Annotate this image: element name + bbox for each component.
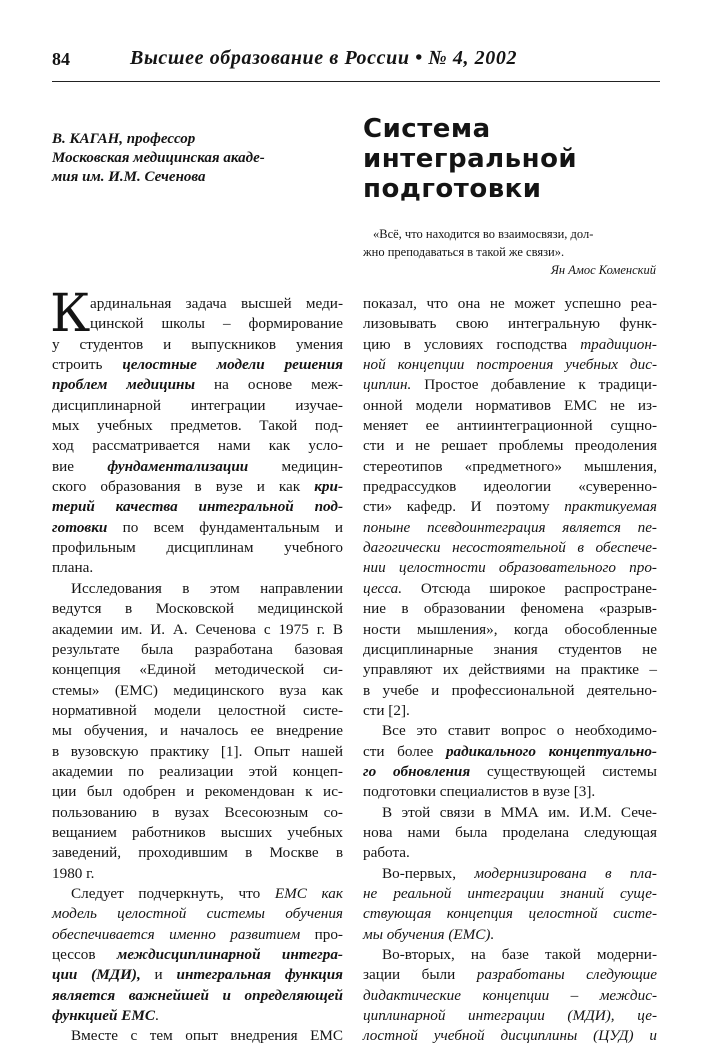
text-run: сти [2]. xyxy=(363,701,410,719)
text-line xyxy=(363,721,657,741)
text-run: мых учебных предметов. Такой под- xyxy=(52,417,343,435)
text-run: концепция «Единой методической си- xyxy=(52,661,343,679)
text-run: Вместе с тем опыт внедрения ЕМС xyxy=(71,1027,343,1045)
emphasis-italic: практикуемая xyxy=(564,498,657,516)
text-run: ции был одобрен и рекомендован к ис- xyxy=(52,783,343,801)
text-line xyxy=(363,436,657,456)
text-run: пользованию в вузах Всесоюзным со- xyxy=(52,803,343,821)
emphasis-bold: проблем медицины xyxy=(52,376,195,394)
text-run: дисциплинарной интеграции изучае- xyxy=(52,396,343,414)
text-run: Простое добавление к традици- xyxy=(411,376,657,394)
text-line xyxy=(363,823,657,843)
emphasis-italic: поныне псевдоинтеграция является пе- xyxy=(363,518,657,536)
emphasis-bold: готовки xyxy=(52,518,108,536)
text-line xyxy=(52,1026,343,1046)
emphasis-bold: ции (МДИ), xyxy=(52,966,141,984)
text-line xyxy=(52,925,343,945)
text-line xyxy=(52,864,343,884)
text-line xyxy=(363,884,657,904)
text-line xyxy=(52,355,343,375)
text-line xyxy=(363,477,657,497)
text-run: Во-первых, xyxy=(382,864,475,882)
text-line xyxy=(363,620,657,640)
emphasis-bold: радикального концептуально- xyxy=(445,742,657,760)
emphasis-bold: интегральная функция xyxy=(176,966,343,984)
text-run: В этой связи в ММА им. И.М. Сече- xyxy=(382,803,657,821)
text-run: цессов xyxy=(52,946,117,963)
text-line xyxy=(363,538,657,558)
text-line xyxy=(52,579,343,599)
emphasis-italic: модернизирована в пла- xyxy=(474,864,657,882)
text-run: строить xyxy=(52,356,123,374)
article-title xyxy=(363,114,663,204)
emphasis-italic: обеспечивается именно развитием xyxy=(52,925,301,943)
epigraph-line: жно преподаваться в такой же связи». xyxy=(363,245,565,259)
text-line xyxy=(52,538,343,558)
emphasis-italic: ной концепции построения учебных дис- xyxy=(363,356,657,374)
text-run: академии по реализации этой концеп- xyxy=(52,762,343,780)
text-line xyxy=(363,518,657,538)
text-run: стемы» (ЕМС) медицинского вуза как xyxy=(52,681,343,699)
emphasis-italic: традицион- xyxy=(580,335,657,353)
text-line xyxy=(52,375,343,395)
text-run: и xyxy=(140,966,177,984)
text-run: Отсюда широкое распростране- xyxy=(402,579,657,597)
text-line xyxy=(363,803,657,823)
text-run: результате была разработана базовая xyxy=(52,640,343,658)
text-line xyxy=(52,335,343,355)
text-run: по всем фундаментальным и xyxy=(107,518,343,536)
emphasis-italic: мы обучения (ЕМС). xyxy=(363,925,495,943)
text-run: на основе меж- xyxy=(195,376,343,394)
text-run: цию в условиях господства xyxy=(363,335,581,353)
text-run: 1980 г. xyxy=(52,864,95,882)
journal-title: Высшее образование в России • № 4, 2002 xyxy=(130,47,518,69)
text-line xyxy=(52,762,343,782)
text-line xyxy=(52,558,343,578)
text-run: онной модели нормативов ЕМС не из- xyxy=(363,396,657,414)
epigraph-line: «Всё, что находится во взаимосвязи, дол- xyxy=(373,227,594,241)
text-run: сти» кафедр. И поэтому xyxy=(363,498,565,516)
text-run: академии им. И. А. Сеченова с 1975 г. В xyxy=(52,620,343,638)
text-line xyxy=(52,477,343,497)
epigraph-author: Ян Амос Коменский xyxy=(550,263,656,277)
text-run: плана. xyxy=(52,559,94,577)
text-run: показал, что она не может успешно реа- xyxy=(363,295,657,312)
text-run: работа. xyxy=(363,844,410,862)
text-line xyxy=(52,701,343,721)
text-line xyxy=(52,1006,343,1026)
title-line: Система xyxy=(363,114,491,144)
text-line xyxy=(52,314,343,334)
emphasis-bold: кри- xyxy=(314,478,343,496)
emphasis-bold: функцией ЕМС xyxy=(52,1007,155,1025)
text-line xyxy=(363,599,657,619)
emphasis-bold: го обновления xyxy=(363,762,471,780)
emphasis-italic: цесса. xyxy=(363,579,402,597)
text-run: в учебе и профессиональной деятельно- xyxy=(363,681,657,699)
text-line xyxy=(52,660,343,680)
text-line xyxy=(52,620,343,640)
text-line xyxy=(363,925,657,945)
text-line xyxy=(363,681,657,701)
text-line xyxy=(52,742,343,762)
text-line xyxy=(52,640,343,660)
header-rule xyxy=(52,81,660,82)
text-line xyxy=(52,599,343,619)
title-line: интегральной xyxy=(363,144,578,174)
text-line xyxy=(52,986,343,1006)
text-run: Исследования в этом направлении xyxy=(71,579,343,597)
emphasis-bold: междисциплинарной интегра- xyxy=(116,946,343,963)
text-line xyxy=(52,436,343,456)
text-run: ведутся в Московской медицинской xyxy=(52,600,343,618)
text-run: медицин- xyxy=(248,457,343,475)
text-run: нова нами была проделана следующая xyxy=(363,823,657,841)
text-run: заведений, проходившим в Москве в xyxy=(52,844,343,862)
text-line xyxy=(363,864,657,884)
text-run: мы обучения, и началось ее внедрение xyxy=(52,722,343,740)
text-line xyxy=(52,721,343,741)
text-line xyxy=(363,579,657,599)
text-line xyxy=(363,355,657,375)
text-run: вещанием работников высших учебных xyxy=(52,823,343,841)
text-line xyxy=(52,681,343,701)
emphasis-italic: ЕМС как xyxy=(274,884,343,902)
text-line xyxy=(363,640,657,660)
text-run: про- xyxy=(300,925,343,943)
text-line xyxy=(363,457,657,477)
text-run: ход рассматривается нами как усло- xyxy=(52,437,343,455)
emphasis-bold: целостные модели решения xyxy=(122,356,343,374)
text-line xyxy=(363,904,657,924)
text-line xyxy=(363,701,657,721)
text-line xyxy=(363,986,657,1006)
text-run: Во-вторых, на базе такой модерни- xyxy=(382,946,657,963)
text-run: Следует подчеркнуть, что xyxy=(71,884,275,902)
text-line xyxy=(52,457,343,477)
text-line xyxy=(363,945,657,965)
emphasis-bold: является важнейшей и определяющей xyxy=(52,986,343,1004)
text-line xyxy=(363,660,657,680)
text-run: дисциплинарные знания студентов не xyxy=(363,640,657,658)
text-line xyxy=(52,803,343,823)
text-run: ского образования в вузе и как xyxy=(52,478,315,496)
text-line xyxy=(52,843,343,863)
text-run: ности мышления», когда обособленные xyxy=(363,620,657,638)
text-run: у студентов и выпускников умения xyxy=(52,335,343,353)
text-line xyxy=(363,294,657,314)
emphasis-italic: нии целостности образовательного про- xyxy=(363,559,657,577)
page-number: 84 xyxy=(52,49,70,69)
text-run: . xyxy=(155,1007,159,1025)
text-line xyxy=(52,782,343,802)
emphasis-bold: фундаментализации xyxy=(107,457,249,475)
title-line: подготовки xyxy=(363,174,542,204)
text-run: цинской школы – формирование xyxy=(90,315,343,333)
text-line xyxy=(363,1026,657,1046)
text-run: профильным дисциплинам учебного xyxy=(52,539,343,557)
right-column xyxy=(363,294,657,1047)
author-line: мия им. И.М. Сеченова xyxy=(52,169,206,185)
text-run: предрассудков идеологии «суверенно- xyxy=(363,478,657,496)
text-run: управляют их действиями на практике – xyxy=(363,661,657,679)
emphasis-italic: дидактические концепции – междис- xyxy=(363,986,657,1004)
text-line xyxy=(52,396,343,416)
text-line xyxy=(52,945,343,965)
text-run: стереотипов «предметного» мышления, xyxy=(363,457,657,475)
text-run: в вузовскую практику [1]. Опыт нашей xyxy=(52,742,343,760)
emphasis-italic: лостной учебной дисциплины (ЦУД) и xyxy=(363,1027,657,1045)
text-line xyxy=(52,416,343,436)
text-run: нормативной модели целостной систе- xyxy=(52,701,343,719)
text-line xyxy=(363,375,657,395)
emphasis-italic: разработаны следующие xyxy=(476,966,657,984)
text-run: сти более xyxy=(363,742,446,760)
emphasis-italic: циплин. xyxy=(363,376,412,394)
emphasis-italic: дагогически несостоятельной в обеспече- xyxy=(363,539,657,557)
left-column xyxy=(50,284,343,1047)
emphasis-italic: не реальной интеграции знаний суще- xyxy=(363,884,657,902)
text-line xyxy=(363,1006,657,1026)
text-line xyxy=(52,965,343,985)
text-line xyxy=(363,497,657,517)
text-run: ние в образовании феномена «разрыв- xyxy=(363,600,657,618)
text-line xyxy=(363,416,657,436)
text-run: Все это ставит вопрос о необходимо- xyxy=(382,722,657,740)
text-line xyxy=(363,965,657,985)
text-line xyxy=(52,518,343,538)
text-line xyxy=(363,335,657,355)
text-run: меняет ее антиинтеграционной сущно- xyxy=(363,417,657,435)
text-line xyxy=(52,823,343,843)
text-line xyxy=(52,884,343,904)
text-line xyxy=(363,782,657,802)
text-line xyxy=(52,904,343,924)
running-head xyxy=(52,47,662,77)
text-line xyxy=(363,314,657,334)
author-line: В. КАГАН, профессор xyxy=(52,131,196,147)
text-run: вие xyxy=(52,457,108,475)
drop-cap: К xyxy=(50,284,91,344)
text-line xyxy=(52,497,343,517)
author-line: Московская медицинская акаде- xyxy=(52,150,265,166)
text-run: сти и не решает проблемы преодоления xyxy=(363,437,657,455)
text-run: существующей системы xyxy=(470,762,657,780)
epigraph xyxy=(363,225,656,279)
text-run: лизовывать свою интегральную функ- xyxy=(363,315,657,333)
text-line xyxy=(363,742,657,762)
emphasis-italic: циплинарной интеграции (МДИ), це- xyxy=(363,1007,657,1025)
text-line xyxy=(363,843,657,863)
text-line xyxy=(363,762,657,782)
emphasis-bold: терий качества интегральной под- xyxy=(52,498,343,516)
emphasis-italic: ствующая концепция целостной систе- xyxy=(363,905,657,923)
author-block xyxy=(52,130,342,187)
text-run: ардинальная задача высшей меди- xyxy=(90,295,343,312)
text-line xyxy=(363,558,657,578)
text-run: зации были xyxy=(363,966,477,984)
text-line xyxy=(363,396,657,416)
emphasis-italic: модель целостной системы обучения xyxy=(52,905,343,923)
text-run: подготовки специалистов в вузе [3]. xyxy=(363,783,596,801)
